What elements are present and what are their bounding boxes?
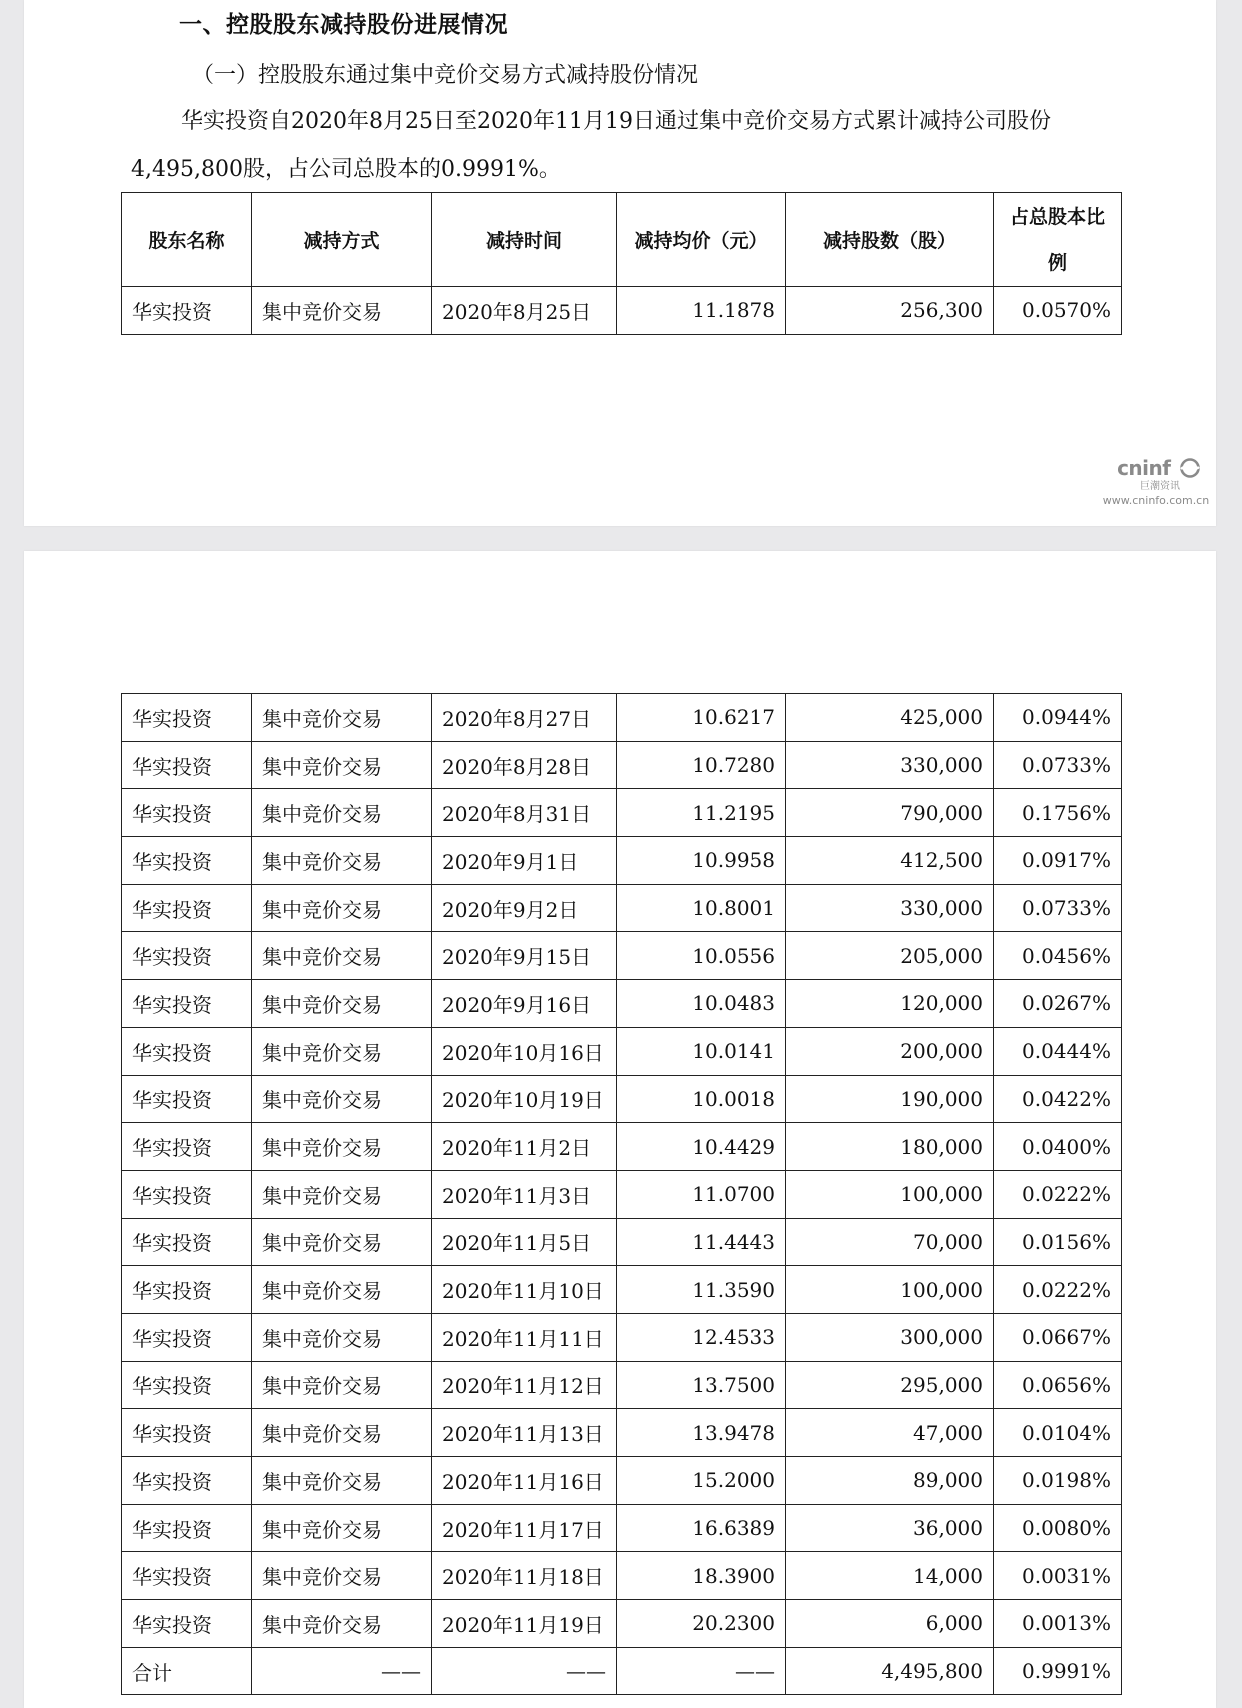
header-cell: 减持股数（股） (786, 193, 994, 287)
table-row (122, 1600, 1122, 1648)
cell-shareholder: 华实投资 (122, 837, 252, 885)
cell-date: 2020年9月16日 (432, 980, 617, 1028)
cell-method: 集中竞价交易 (252, 1313, 432, 1361)
table-row (122, 287, 1122, 335)
cell-avg-price: 20.2300 (617, 1600, 786, 1648)
cell-ratio: 0.0656% (994, 1361, 1122, 1409)
cell-method: 集中竞价交易 (252, 980, 432, 1028)
cell-ratio: 0.0031% (994, 1552, 1122, 1600)
cell-ratio: 0.0104% (994, 1409, 1122, 1457)
cell-shares: 180,000 (786, 1123, 994, 1171)
summary-paragraph (131, 98, 1141, 194)
cell-shareholder: 华实投资 (122, 287, 252, 335)
cell-shares: 190,000 (786, 1075, 994, 1123)
cell-shares: 100,000 (786, 1266, 994, 1314)
table-total-row (122, 1647, 1122, 1695)
cell-date: 2020年11月2日 (432, 1123, 617, 1171)
cell-date: 2020年8月27日 (432, 694, 617, 742)
table-row (122, 1504, 1122, 1552)
header-cell: 占总股本比例 (994, 193, 1122, 287)
cell-method: 集中竞价交易 (252, 1027, 432, 1075)
cell-avg-price: 11.0700 (617, 1170, 786, 1218)
cell-date: 2020年11月11日 (432, 1313, 617, 1361)
cell-date: 2020年10月16日 (432, 1027, 617, 1075)
cell-method: 集中竞价交易 (252, 837, 432, 885)
cell-avg-price: 10.0141 (617, 1027, 786, 1075)
cell-date: 2020年9月15日 (432, 932, 617, 980)
cell-shares: 790,000 (786, 789, 994, 837)
cell-ratio: 0.0013% (994, 1600, 1122, 1648)
cninfo-watermark-logo (1100, 456, 1220, 512)
cell-ratio: 0.9991% (994, 1647, 1122, 1695)
table-row (122, 980, 1122, 1028)
cell-method: 集中竞价交易 (252, 1266, 432, 1314)
document-page-2 (24, 551, 1216, 1708)
table-row (122, 1123, 1122, 1171)
header-cell: 减持方式 (252, 193, 432, 287)
reduction-table-part-1 (121, 192, 1122, 335)
cell-ratio: 0.0456% (994, 932, 1122, 980)
cell-method: 集中竞价交易 (252, 1552, 432, 1600)
cell-avg-price: 10.4429 (617, 1123, 786, 1171)
cell-date: 2020年8月28日 (432, 741, 617, 789)
cell-shares: 205,000 (786, 932, 994, 980)
cell-ratio: 0.0667% (994, 1313, 1122, 1361)
header-cell: 减持均价（元） (617, 193, 786, 287)
cell-shareholder: 华实投资 (122, 694, 252, 742)
cell-date: 2020年11月5日 (432, 1218, 617, 1266)
cell-ratio: 0.0733% (994, 741, 1122, 789)
cell-avg-price: 13.7500 (617, 1361, 786, 1409)
cell-shareholder: 华实投资 (122, 1457, 252, 1505)
cell-shareholder: 华实投资 (122, 1218, 252, 1266)
cell-shares: 256,300 (786, 287, 994, 335)
cell-shareholder: 华实投资 (122, 980, 252, 1028)
cell-shareholder: 华实投资 (122, 741, 252, 789)
cell-avg-price: 16.6389 (617, 1504, 786, 1552)
cell-avg-price: 10.0483 (617, 980, 786, 1028)
cell-ratio: 0.0222% (994, 1266, 1122, 1314)
cell-date: 2020年11月16日 (432, 1457, 617, 1505)
table-row (122, 741, 1122, 789)
table-row (122, 1457, 1122, 1505)
total-dash-cell: —— (252, 1647, 432, 1695)
cell-shares: 47,000 (786, 1409, 994, 1457)
table-row (122, 884, 1122, 932)
cell-method: 集中竞价交易 (252, 741, 432, 789)
logo-chinese-name: 巨潮资讯 (1140, 481, 1180, 492)
table-row (122, 1361, 1122, 1409)
table-row (122, 932, 1122, 980)
cell-shares: 425,000 (786, 694, 994, 742)
cell-shares: 89,000 (786, 1457, 994, 1505)
logo-brand-text: cninf (1117, 456, 1171, 480)
cell-shareholder: 华实投资 (122, 1170, 252, 1218)
logo-url: www.cninfo.com.cn (1102, 494, 1210, 507)
cell-ratio: 0.0400% (994, 1123, 1122, 1171)
table-row (122, 1409, 1122, 1457)
cell-date: 2020年11月18日 (432, 1552, 617, 1600)
cell-date: 2020年8月25日 (432, 287, 617, 335)
cell-avg-price: 10.0556 (617, 932, 786, 980)
summary-paragraph-text: 华实投资自2020年8月25日至2020年11月19日通过集中竞价交易方式累计减持公司股份4,495,800股，占公司总股本的0.9991%。 (131, 109, 1051, 182)
cell-method: 集中竞价交易 (252, 932, 432, 980)
cell-avg-price: 12.4533 (617, 1313, 786, 1361)
table-row (122, 789, 1122, 837)
total-dash-cell: —— (617, 1647, 786, 1695)
cell-method: 集中竞价交易 (252, 1600, 432, 1648)
cell-date: 2020年11月10日 (432, 1266, 617, 1314)
cell-avg-price: 10.0018 (617, 1075, 786, 1123)
cell-ratio: 0.1756% (994, 789, 1122, 837)
table-body (122, 694, 1122, 1695)
section-heading: 一、控股股东减持股份进展情况 (179, 12, 508, 38)
table-row (122, 1266, 1122, 1314)
cell-ratio: 0.0944% (994, 694, 1122, 742)
cell-method: 集中竞价交易 (252, 884, 432, 932)
cell-method: 集中竞价交易 (252, 1123, 432, 1171)
cell-shareholder: 华实投资 (122, 1123, 252, 1171)
table-row (122, 1313, 1122, 1361)
cell-avg-price: 11.2195 (617, 789, 786, 837)
cell-date: 2020年11月13日 (432, 1409, 617, 1457)
table-row (122, 694, 1122, 742)
cell-ratio: 0.0222% (994, 1170, 1122, 1218)
cell-method: 集中竞价交易 (252, 1504, 432, 1552)
cell-ratio: 0.0444% (994, 1027, 1122, 1075)
cell-shareholder: 华实投资 (122, 1075, 252, 1123)
cell-date: 2020年11月12日 (432, 1361, 617, 1409)
cell-avg-price: 10.8001 (617, 884, 786, 932)
cell-shareholder: 华实投资 (122, 1361, 252, 1409)
cell-method: 集中竞价交易 (252, 789, 432, 837)
cell-shareholder: 华实投资 (122, 1409, 252, 1457)
cell-date: 2020年9月2日 (432, 884, 617, 932)
cell-shareholder: 华实投资 (122, 932, 252, 980)
cell-avg-price: 15.2000 (617, 1457, 786, 1505)
table-row (122, 1170, 1122, 1218)
cell-method: 集中竞价交易 (252, 1361, 432, 1409)
cell-method: 集中竞价交易 (252, 1075, 432, 1123)
cell-method: 集中竞价交易 (252, 1170, 432, 1218)
cell-date: 2020年9月1日 (432, 837, 617, 885)
cell-ratio: 0.0156% (994, 1218, 1122, 1266)
cell-shares: 120,000 (786, 980, 994, 1028)
cell-method: 集中竞价交易 (252, 1218, 432, 1266)
table-header-row (122, 193, 1122, 287)
logo-swirl-icon (1177, 458, 1203, 478)
cell-shares: 330,000 (786, 884, 994, 932)
cell-ratio: 0.0080% (994, 1504, 1122, 1552)
cell-shares: 70,000 (786, 1218, 994, 1266)
cell-ratio: 0.0917% (994, 837, 1122, 885)
cell-avg-price: 18.3900 (617, 1552, 786, 1600)
table-row (122, 837, 1122, 885)
total-label: 合计 (122, 1647, 252, 1695)
cell-shareholder: 华实投资 (122, 1266, 252, 1314)
cell-ratio: 0.0198% (994, 1457, 1122, 1505)
cell-method: 集中竞价交易 (252, 1457, 432, 1505)
cell-shares: 36,000 (786, 1504, 994, 1552)
cell-date: 2020年11月19日 (432, 1600, 617, 1648)
cell-date: 2020年10月19日 (432, 1075, 617, 1123)
table-row (122, 1552, 1122, 1600)
header-cell: 减持时间 (432, 193, 617, 287)
cell-shares: 100,000 (786, 1170, 994, 1218)
section-subheading: （一）控股股东通过集中竞价交易方式减持股份情况 (192, 63, 699, 88)
cell-avg-price: 10.6217 (617, 694, 786, 742)
cell-date: 2020年11月17日 (432, 1504, 617, 1552)
total-dash-cell: —— (432, 1647, 617, 1695)
cell-avg-price: 11.3590 (617, 1266, 786, 1314)
document-page-1 (24, 0, 1216, 526)
cell-shares: 6,000 (786, 1600, 994, 1648)
cell-ratio: 0.0267% (994, 980, 1122, 1028)
cell-shares: 300,000 (786, 1313, 994, 1361)
cell-shareholder: 华实投资 (122, 1552, 252, 1600)
table-row (122, 1075, 1122, 1123)
cell-shares: 4,495,800 (786, 1647, 994, 1695)
cell-avg-price: 13.9478 (617, 1409, 786, 1457)
reduction-table-part-2 (121, 693, 1122, 1695)
table-row (122, 1218, 1122, 1266)
cell-ratio: 0.0422% (994, 1075, 1122, 1123)
cell-shares: 200,000 (786, 1027, 994, 1075)
cell-shares: 14,000 (786, 1552, 994, 1600)
cell-shareholder: 华实投资 (122, 884, 252, 932)
cell-shareholder: 华实投资 (122, 1504, 252, 1552)
cell-shareholder: 华实投资 (122, 1600, 252, 1648)
cell-avg-price: 11.4443 (617, 1218, 786, 1266)
cell-date: 2020年8月31日 (432, 789, 617, 837)
cell-method: 集中竞价交易 (252, 694, 432, 742)
table-row (122, 1027, 1122, 1075)
cell-avg-price: 10.9958 (617, 837, 786, 885)
cell-ratio: 0.0733% (994, 884, 1122, 932)
cell-shares: 295,000 (786, 1361, 994, 1409)
cell-shareholder: 华实投资 (122, 1027, 252, 1075)
cell-ratio: 0.0570% (994, 287, 1122, 335)
cell-shares: 412,500 (786, 837, 994, 885)
cell-method: 集中竞价交易 (252, 1409, 432, 1457)
cell-avg-price: 10.7280 (617, 741, 786, 789)
cell-avg-price: 11.1878 (617, 287, 786, 335)
cell-date: 2020年11月3日 (432, 1170, 617, 1218)
cell-shares: 330,000 (786, 741, 994, 789)
cell-shareholder: 华实投资 (122, 1313, 252, 1361)
cell-shareholder: 华实投资 (122, 789, 252, 837)
header-cell: 股东名称 (122, 193, 252, 287)
cell-method: 集中竞价交易 (252, 287, 432, 335)
